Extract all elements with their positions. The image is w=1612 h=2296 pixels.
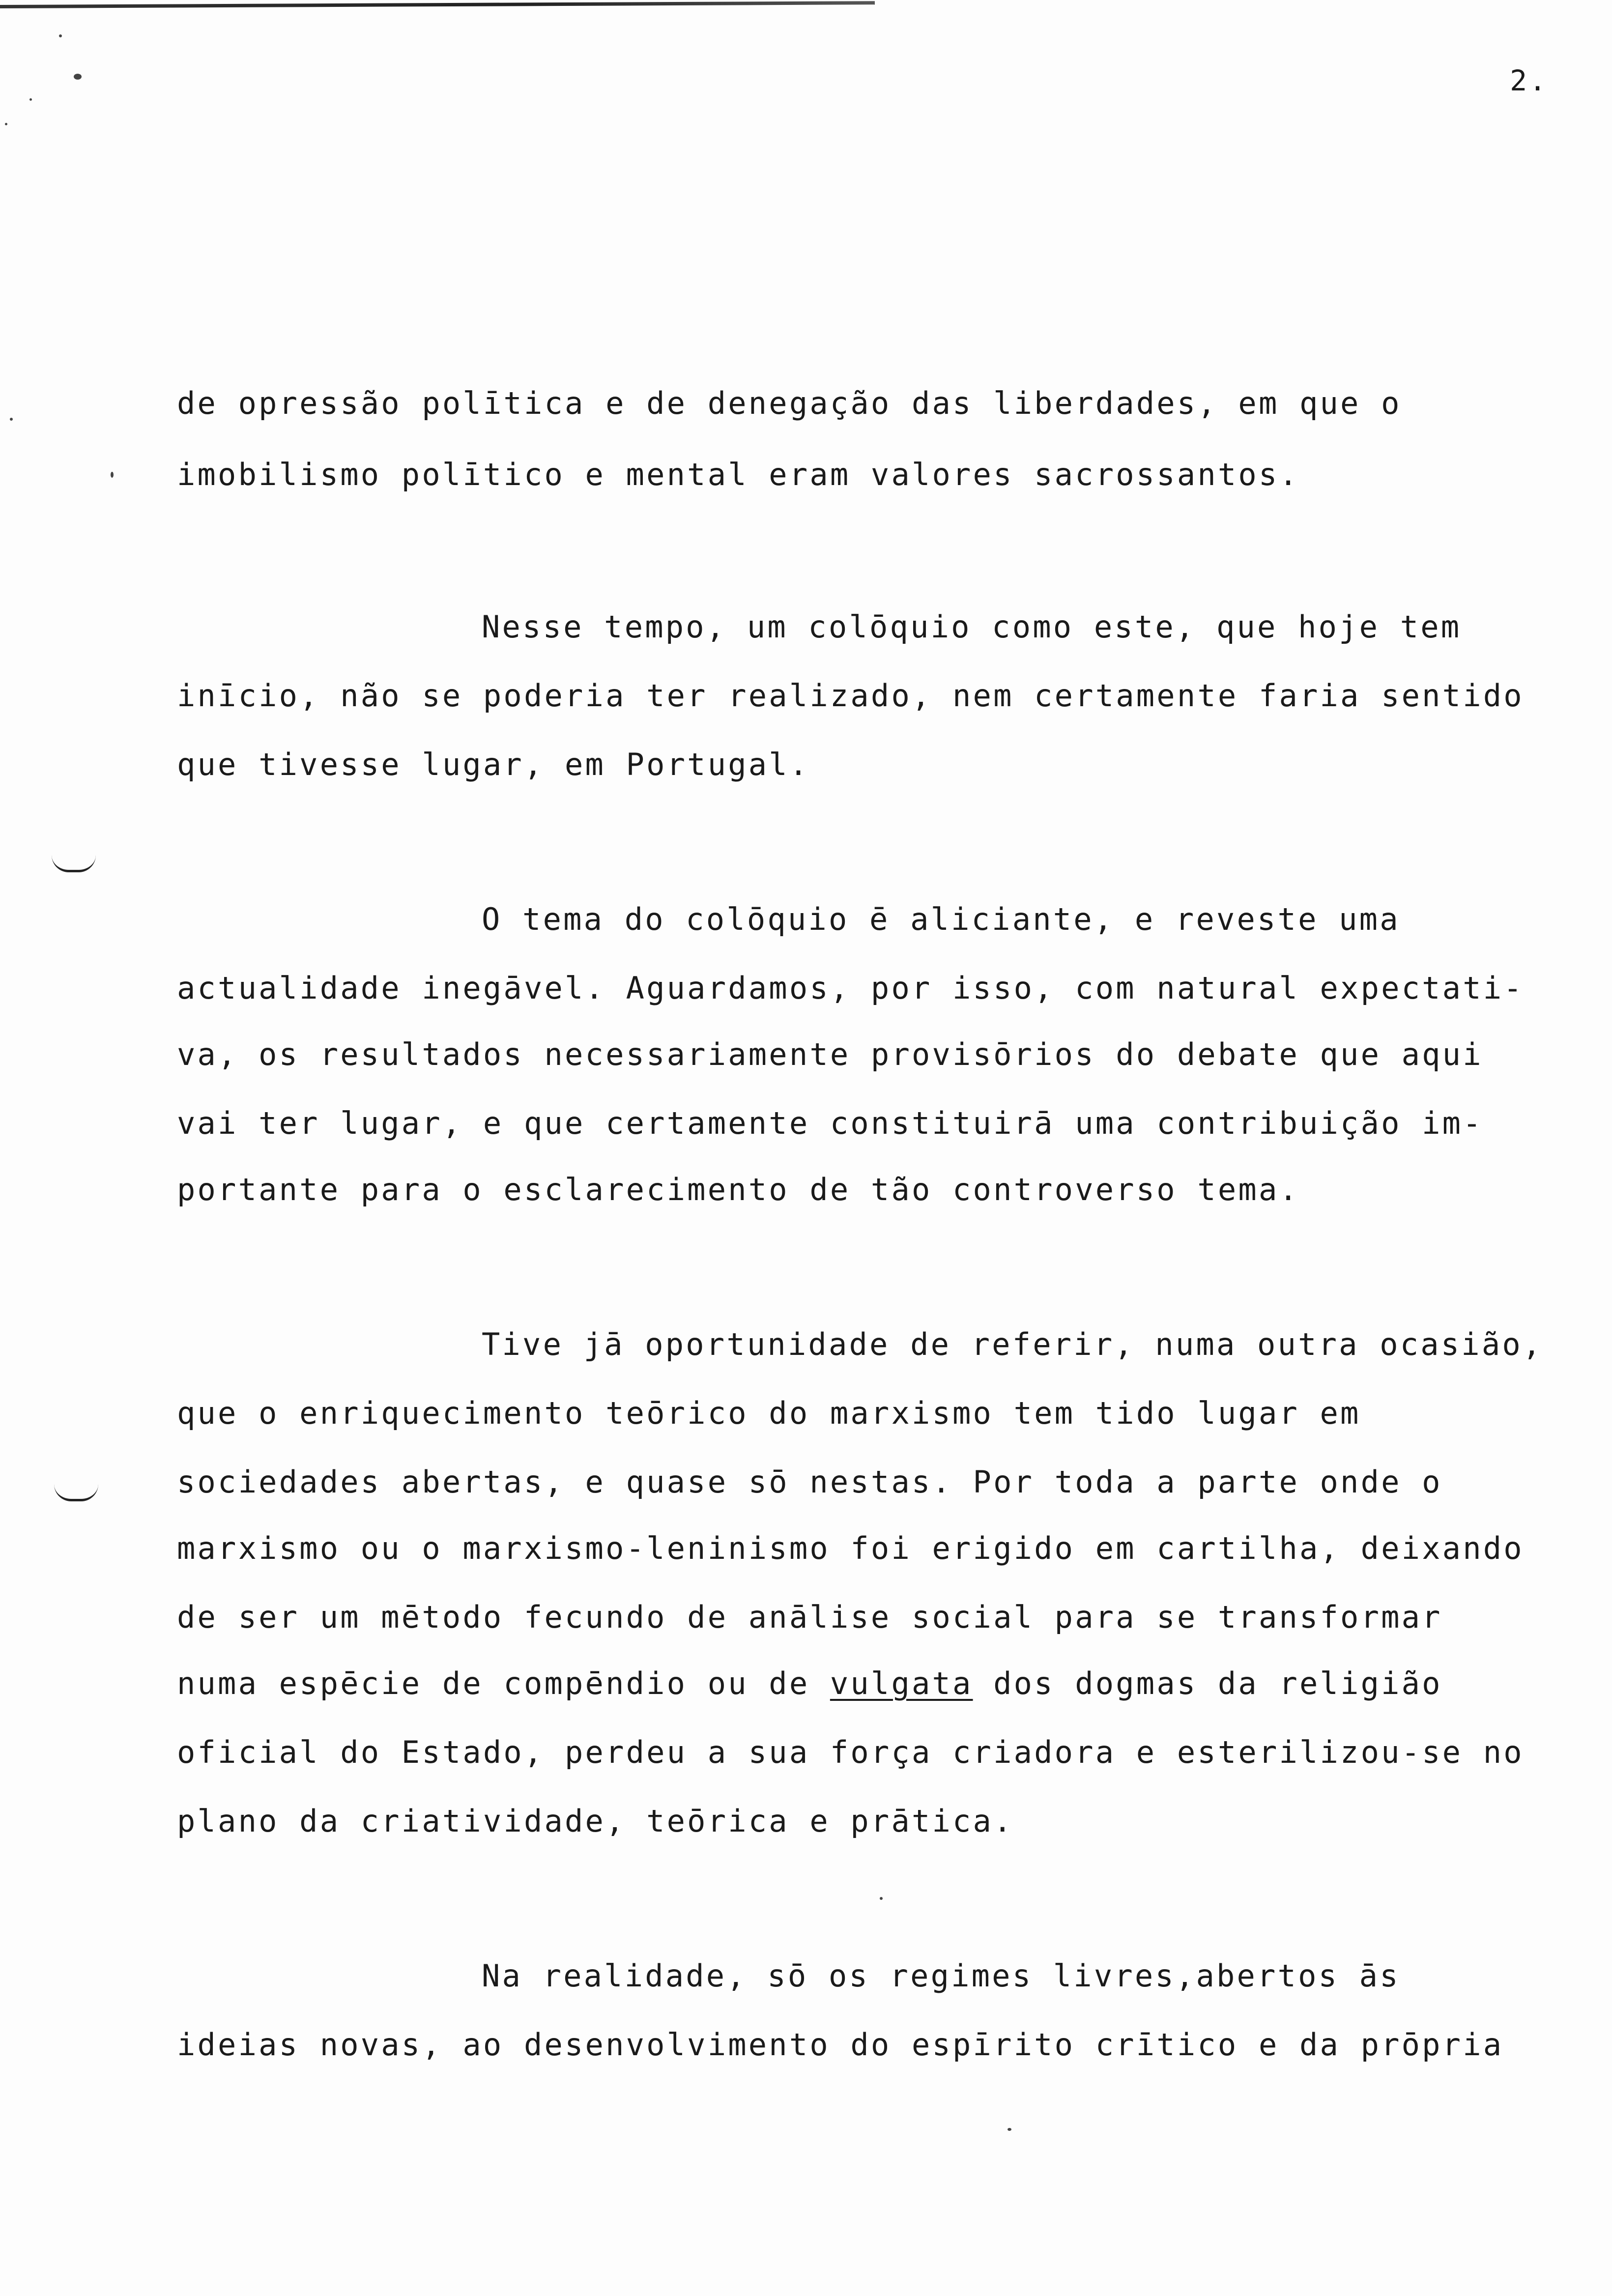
scan-speck [880, 1897, 883, 1900]
text-line: que o enriquecimento teōrico do marxismo tem tido lugar em [177, 1395, 1361, 1431]
text-line: marxismo ou o marxismo-leninismo foi erigido em cartilha, deixando [177, 1530, 1524, 1566]
punch-hole-mark [52, 855, 96, 872]
text-line: inīcio, não se poderia ter realizado, nem certamente faria sentido [177, 678, 1524, 714]
scan-speck [111, 472, 114, 478]
text-line: O tema do colōquio ē aliciante, e reveste uma [482, 901, 1400, 937]
text-line: plano da criatividade, teōrica e prātica. [177, 1803, 1014, 1839]
text-line: de opressão polītica e de denegação das liberdades, em que o [177, 385, 1402, 421]
text-line: Na realidade, sō os regimes livres,abertos ās [482, 1958, 1400, 1994]
punch-hole-mark [54, 1484, 98, 1501]
page-number: 2. [1510, 64, 1548, 97]
text-segment: numa espēcie de compēndio ou de [177, 1665, 830, 1701]
text-line: de ser um mētodo fecundo de anālise social para se transformar [177, 1599, 1442, 1635]
text-line: va, os resultados necessariamente provisōrios do debate que aqui [177, 1036, 1483, 1072]
text-line: Tive jā oportunidade de referir, numa outra ocasião, [482, 1326, 1543, 1362]
text-line-with-underline [177, 1665, 1442, 1701]
top-rule-divider [0, 1, 875, 8]
text-line: ideias novas, ao desenvolvimento do espīrito crītico e da prōpria [177, 2027, 1504, 2063]
text-line: oficial do Estado, perdeu a sua força criadora e esterilizou-se no [177, 1734, 1524, 1770]
text-segment: dos dogmas da religião [973, 1665, 1442, 1701]
scan-speck [59, 34, 62, 37]
scan-speck [74, 74, 82, 80]
text-line: sociedades abertas, e quase sō nestas. Por toda a parte onde o [177, 1464, 1442, 1500]
text-line: vai ter lugar, e que certamente constituirā uma contribuição im- [177, 1105, 1483, 1141]
scan-speck [10, 418, 13, 421]
text-line: portante para o esclarecimento de tão controverso tema. [177, 1172, 1299, 1207]
text-line: Nesse tempo, um colōquio como este, que hoje tem [482, 609, 1462, 645]
scan-speck [5, 123, 7, 125]
scan-speck [29, 98, 32, 101]
text-line: imobilismo polītico e mental eram valores sacrossantos. [177, 457, 1299, 492]
scan-speck [1008, 2128, 1011, 2131]
underlined-word: vulgata [830, 1665, 973, 1701]
text-line: que tivesse lugar, em Portugal. [177, 746, 810, 782]
text-line: actualidade inegāvel. Aguardamos, por isso, com natural expectati- [177, 970, 1524, 1006]
